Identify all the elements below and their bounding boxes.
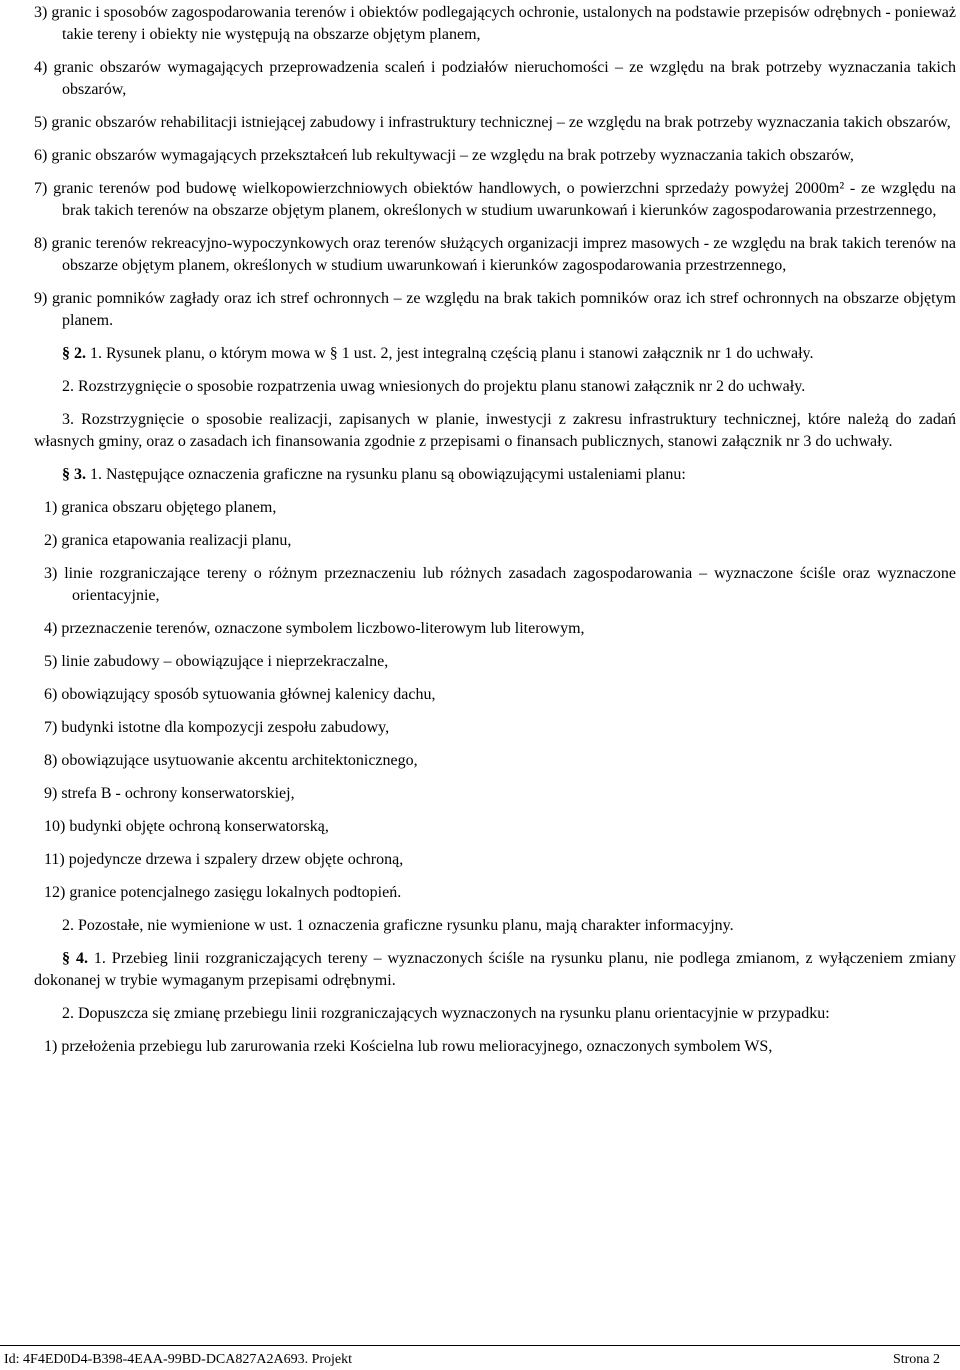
section-3-heading [62,466,86,483]
section-4-items [34,1036,956,1058]
list-item: 9) strefa B - ochrony konserwatorskiej, [44,785,295,802]
list-item: 3) granic i sposobów zagospodarowania terenów i obiektów podlegających ochronie, ustalonych na podstawie przepisów odrębnych - ponieważ takie tereny i obiekty nie występują na obszarze objętym planem, [34,4,956,43]
list-item: 6) granic obszarów wymagających przekształceń lub rekultywacji – ze względu na brak potrzeby wyznaczania takich obszarów, [34,147,854,164]
list-item: 1) przełożenia przebiegu lub zarurowania rzeki Kościelna lub rowu melioracyjnego, oznaczonych symbolem WS, [44,1038,773,1055]
section-4-paragraph-2: 2. Dopuszcza się zmianę przebiegu linii rozgraniczających wyznaczonych na rysunku planu orientacyjnie w przypadku: [62,1005,830,1022]
section-2 [34,343,956,453]
list-item: 7) granic terenów pod budowę wielkopowierzchniowych obiektów handlowych, o powierzchni sprzedaży powyżej 2000m² - ze względu na brak takich terenów na obszarze objętym planem, określonych w studium uwarunkowań i kierunków zagospodarowania przestrzennego, [34,180,956,219]
list-item: 8) granic terenów rekreacyjno-wypoczynkowych oraz terenów służących organizacji imprez masowych - ze względu na brak takich terenów na obszarze objętym planem, określonych w studium uwarunkowań i kierunków zagospodarowania przestrzennego, [34,235,956,274]
section-3-paragraph-1 [34,464,956,486]
list-item: 3) linie rozgraniczające tereny o różnym przeznaczeniu lub różnych zasadach zagospodarowania – wyznaczone ściśle oraz wyznaczone orientacyjnie, [44,565,956,604]
list-item: 6) obowiązujący sposób sytuowania głównej kalenicy dachu, [44,686,436,703]
list-item: 9) granic pomników zagłady oraz ich stref ochronnych – ze względu na brak takich pomników oraz ich stref ochronnych na obszarze objętym planem. [34,290,956,329]
list-item: 7) budynki istotne dla kompozycji zespołu zabudowy, [44,719,390,736]
list-item: 11) pojedyncze drzewa i szpalery drzew objęte ochroną, [44,851,404,868]
section-number: 3. [74,466,86,483]
paragraph-text: 1. Rysunek planu, o którym mowa w § 1 ust. 2, jest integralną częścią planu i stanowi załącznik nr 1 do uchwały. [90,345,814,362]
section-mark: § [62,466,70,483]
document-id: Id: 4F4ED0D4-B398-4EAA-99BD-DCA827A2A693. Projekt [4,1352,353,1367]
list-item: 1) granica obszaru objętego planem, [44,499,277,516]
section-number: 4. [75,950,88,967]
footer-divider [0,1345,960,1346]
section-3-items [34,497,956,904]
section-2-paragraph-3: 3. Rozstrzygnięcie o sposobie realizacji, zapisanych w planie, inwestycji z zakresu infrastruktury technicznej, które należą do zadań własnych gminy, oraz o zasadach ich finansowania zgodnie z przepisami o finansach publicznych, stanowi załącznik nr 3 do uchwały. [34,411,956,450]
list-item: 4) granic obszarów wymagających przeprowadzenia scaleń i podziałów nieruchomości – ze względu na brak potrzeby wyznaczania takich obszarów, [34,59,956,98]
list-item: 5) granic obszarów rehabilitacji istniejącej zabudowy i infrastruktury technicznej – ze względu na brak potrzeby wyznaczania takich obszarów, [34,114,951,131]
section-3 [34,464,956,937]
section-number: 2. [74,345,86,362]
section-4-paragraph-1 [34,948,956,992]
list-item: 2) granica etapowania realizacji planu, [44,532,292,549]
document-page [34,2,956,1069]
section-mark: § [62,950,70,967]
paragraph-text: 1. Następujące oznaczenia graficzne na rysunku planu są obowiązującymi ustaleniami planu: [90,466,686,483]
list-exclusions [34,2,956,332]
section-4 [34,948,956,1058]
section-mark: § [62,345,70,362]
list-item: 4) przeznaczenie terenów, oznaczone symbolem liczbowo-literowym lub literowym, [44,620,585,637]
section-4-heading [62,950,88,967]
list-item: 8) obowiązujące usytuowanie akcentu architektonicznego, [44,752,418,769]
list-item: 10) budynki objęte ochroną konserwatorską, [44,818,329,835]
page-number: Strona 2 [892,1352,940,1367]
paragraph-text: 1. Przebieg linii rozgraniczających tereny – wyznaczonych ściśle na rysunku planu, nie podlega zmianom, z wyłączeniem zmiany dokonanej w trybie wymaganym przepisami odrębnymi. [34,950,957,989]
list-item: 12) granice potencjalnego zasięgu lokalnych podtopień. [44,884,402,901]
section-2-paragraph-2: 2. Rozstrzygnięcie o sposobie rozpatrzenia uwag wniesionych do projektu planu stanowi załącznik nr 2 do uchwały. [62,378,806,395]
list-item: 5) linie zabudowy – obowiązujące i nieprzekraczalne, [44,653,389,670]
section-3-paragraph-2: 2. Pozostałe, nie wymienione w ust. 1 oznaczenia graficzne rysunku planu, mają charakter informacyjny. [62,917,734,934]
section-2-paragraph-1 [34,343,956,365]
section-2-heading [62,345,86,362]
